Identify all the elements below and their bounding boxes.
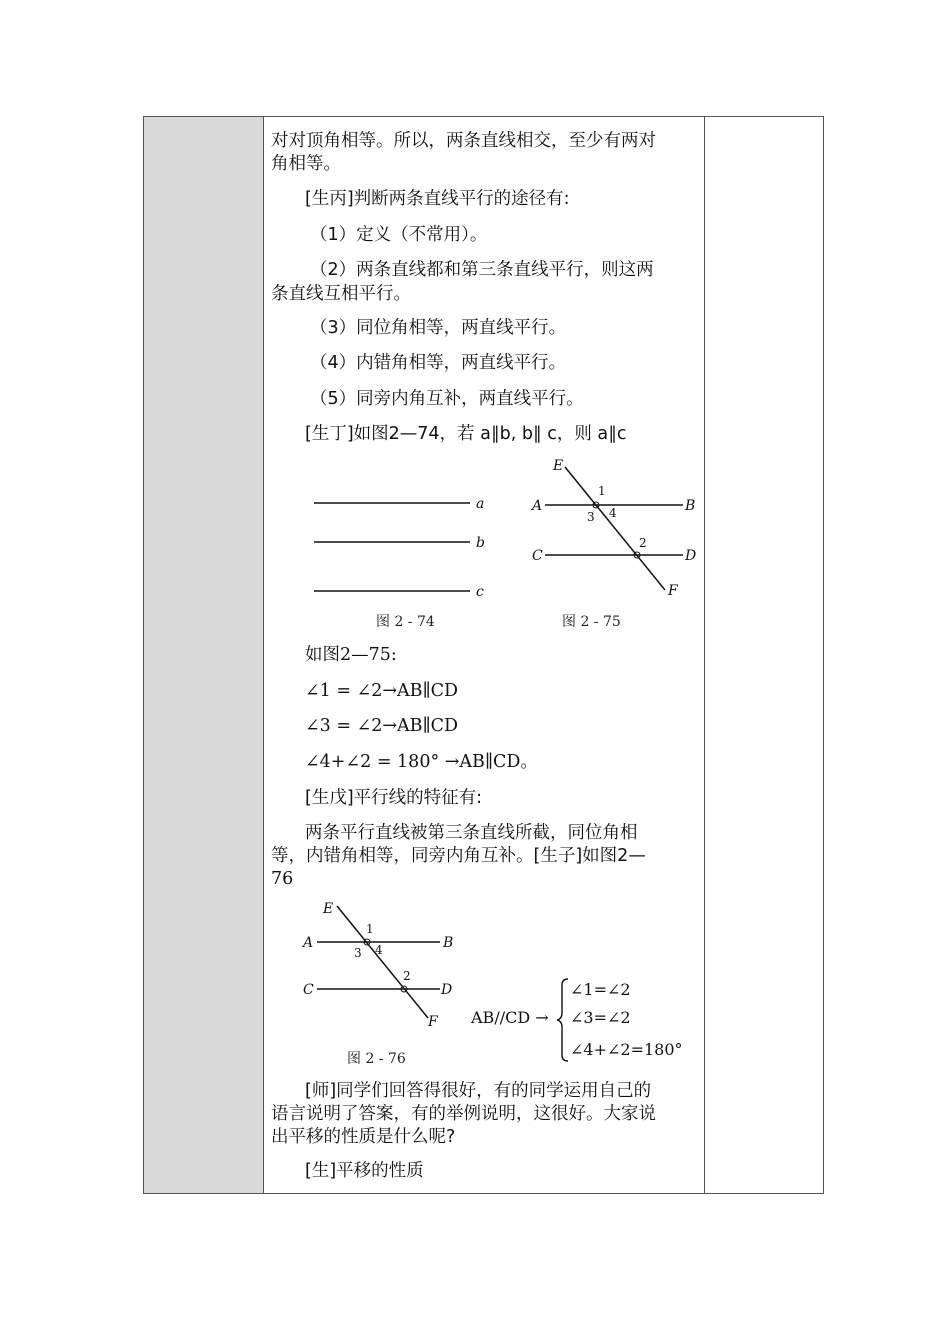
text-line: 76 (271, 869, 294, 889)
text-line: [师]同学们回答得很好，有的同学运用自己的 (305, 1081, 652, 1101)
text-line: 语言说明了答案，有的举例说明，这很好。大家说 (271, 1104, 656, 1124)
caption-2-76: 图 2 - 76 (347, 1051, 406, 1067)
brace-line: ∠4+∠2=180° (570, 1040, 683, 1059)
point-F: F (668, 583, 678, 599)
text-line: [生丁]如图2—74，若 a∥b, b∥ c，则 a∥c (305, 424, 627, 444)
text-line: [生]平移的性质 (305, 1161, 424, 1181)
figure-2-74 (300, 490, 500, 600)
point-B: B (443, 935, 454, 951)
label-a: a (476, 496, 485, 512)
point-A: A (303, 935, 314, 951)
point-E: E (553, 458, 564, 474)
label-b: b (476, 535, 485, 551)
math-line: ∠4+∠2 = 180° →AB∥CD。 (305, 752, 538, 772)
right-column-cell (704, 116, 824, 1194)
math-line: ∠1 = ∠2→AB∥CD (305, 681, 459, 701)
text-line: （2）两条直线都和第三条直线平行，则这两 (310, 260, 654, 280)
point-C: C (303, 982, 314, 998)
angle-3: 3 (587, 510, 595, 524)
text-line: 对对顶角相等。所以，两条直线相交，至少有两对 (271, 131, 656, 151)
point-A: A (532, 498, 543, 514)
point-C: C (532, 548, 543, 564)
text-line: （5）同旁内角互补，两直线平行。 (310, 389, 584, 409)
angle-4: 4 (375, 943, 383, 957)
brace-premise: AB//CD → (471, 1008, 549, 1027)
text-line: （1）定义（不常用）。 (310, 225, 488, 245)
angle-2: 2 (403, 969, 411, 983)
brace-line: ∠1=∠2 (570, 980, 631, 999)
figure-2-76 (300, 898, 470, 1033)
angle-4: 4 (609, 506, 617, 520)
caption-2-74: 图 2 - 74 (376, 614, 435, 630)
text-line: 等，内错角相等，同旁内角互补。[生子]如图2— (271, 846, 646, 866)
transversal-EF (337, 906, 428, 1018)
text-line: （4）内错角相等，两直线平行。 (310, 353, 567, 373)
text-line: 两条平行直线被第三条直线所截，同位角相 (305, 823, 638, 843)
text-line: （3）同位角相等，两直线平行。 (310, 318, 567, 338)
point-B: B (685, 498, 696, 514)
angle-3: 3 (354, 946, 362, 960)
text-line: 出平移的性质是什么呢? (271, 1127, 456, 1147)
angle-2: 2 (639, 536, 647, 550)
point-F: F (428, 1014, 438, 1030)
angle-1: 1 (366, 922, 374, 936)
math-line: ∠3 = ∠2→AB∥CD (305, 716, 459, 736)
text-line: 条直线互相平行。 (271, 284, 411, 304)
text-line: 如图2—75: (305, 645, 397, 665)
label-c: c (476, 584, 484, 600)
caption-2-75: 图 2 - 75 (562, 614, 621, 630)
transversal-EF (565, 467, 665, 590)
left-column-cell (143, 116, 264, 1194)
text-line: [生丙]判断两条直线平行的途径有: (305, 189, 570, 209)
point-D: D (441, 982, 453, 998)
point-D: D (685, 548, 697, 564)
brace-line: ∠3=∠2 (570, 1008, 631, 1027)
text-line: 角相等。 (271, 154, 341, 174)
text-line: [生戊]平行线的特征有: (305, 788, 483, 808)
angle-1: 1 (598, 484, 606, 498)
figure-2-75 (525, 455, 705, 605)
point-E: E (323, 901, 334, 917)
